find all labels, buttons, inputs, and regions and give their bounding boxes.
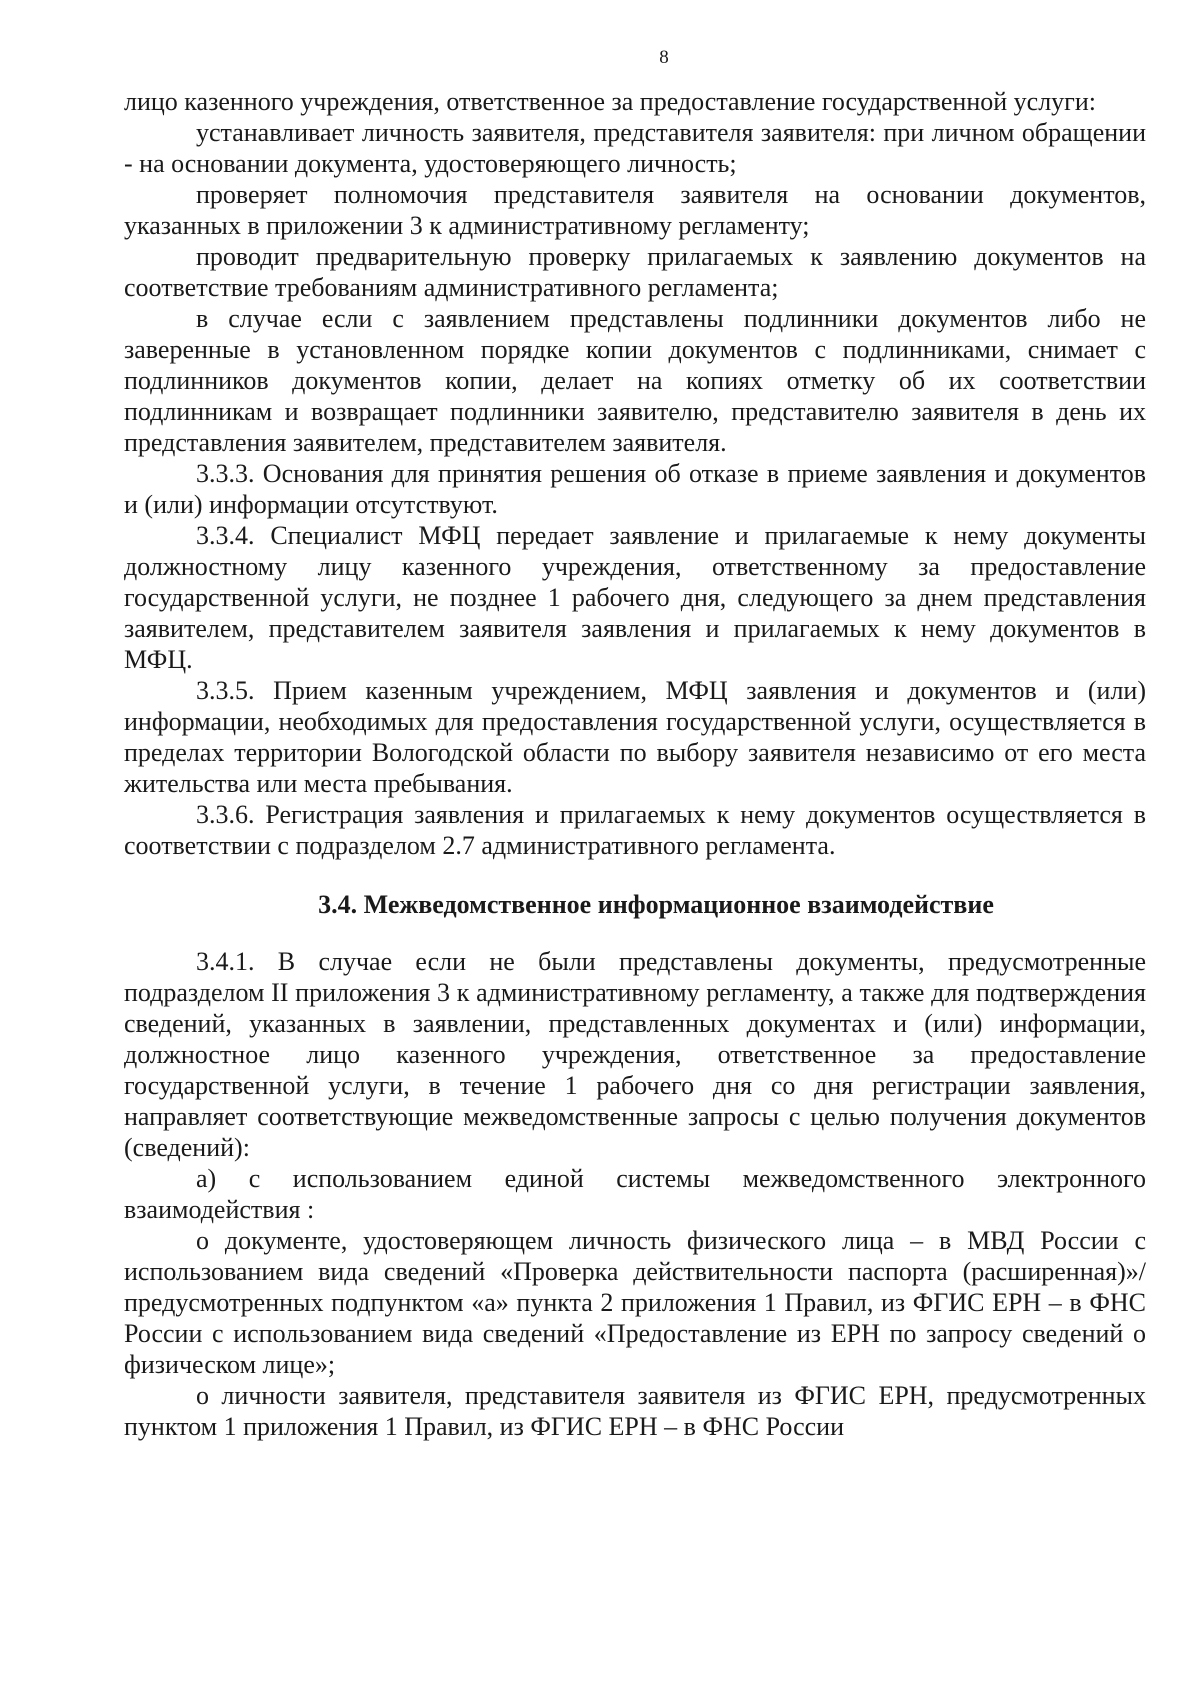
- paragraph-applicant-identity: о личности заявителя, представителя заявителя из ФГИС ЕРН, предусмотренных пунктом 1 приложения 1 Правил, из ФГИС ЕРН – в ФНС России: [124, 1381, 1146, 1441]
- page-number: 8: [659, 47, 669, 68]
- paragraph-identity-check: устанавливает личность заявителя, представителя заявителя: при личном обращении - на основании документа, удостоверяющего личность;: [124, 118, 1146, 178]
- paragraph-responsible-person: лицо казенного учреждения, ответственное за предоставление государственной услуги:: [124, 87, 1096, 116]
- paragraph-identity-document: о документе, удостоверяющем личность физического лица – в МВД России с использованием вида сведений «Проверка действительности паспорта (расширенная)»/предусмотренных подпунктом «а» пункта 2 приложения 1 Правил, из ФГИС ЕРН – в ФНС России с использованием вида сведений «Предоставление из ЕРН по запросу сведений о физическом лице»;: [124, 1226, 1146, 1379]
- paragraph-3-3-5: 3.3.5. Прием казенным учреждением, МФЦ заявления и документов и (или) информации, необходимых для предоставления государственной услуги, осуществляется в пределах территории Вологодской области по выбору заявителя независимо от его места жительства или места пребывания.: [124, 676, 1146, 798]
- paragraph-3-3-3: 3.3.3. Основания для принятия решения об отказе в приеме заявления и документов и (или) информации отсутствуют.: [124, 459, 1146, 519]
- body-text-bottom: [124, 946, 1146, 1442]
- paragraph-preliminary-check: проводит предварительную проверку прилагаемых к заявлению документов на соответствие требованиям административного регламента;: [124, 242, 1146, 302]
- section-heading: 3.4. Межведомственное информационное взаимодействие: [318, 890, 994, 919]
- body-text-top: [124, 86, 1146, 861]
- paragraph-3-3-6: 3.3.6. Регистрация заявления и прилагаемых к нему документов осуществляется в соответствии с подразделом 2.7 административного регламента.: [124, 800, 1146, 860]
- paragraph-3-3-4: 3.3.4. Специалист МФЦ передает заявление и прилагаемые к нему документы должностному лицу казенного учреждения, ответственному за предоставление государственной услуги, не позднее 1 рабочего дня, следующего за днем представления заявителем, представителем заявителя заявления и прилагаемых к нему документов в МФЦ.: [124, 521, 1146, 674]
- paragraph-authority-check: проверяет полномочия представителя заявителя на основании документов, указанных в приложении 3 к административному регламенту;: [124, 180, 1146, 240]
- paragraph-item-a: а) с использованием единой системы межведомственного электронного взаимодействия :: [124, 1164, 1146, 1224]
- paragraph-3-4-1: 3.4.1. В случае если не были представлены документы, предусмотренные подразделом II приложения 3 к административному регламенту, а также для подтверждения сведений, указанных в заявлении, представленных документах и (или) информации, должностное лицо казенного учреждения, ответственное за предоставление государственной услуги, в течение 1 рабочего дня со дня регистрации заявления, направляет соответствующие межведомственные запросы с целью получения документов (сведений):: [124, 947, 1146, 1162]
- paragraph-originals-copies: в случае если с заявлением представлены подлинники документов либо не заверенные в установленном порядке копии документов с подлинниками, снимает с подлинников документов копии, делает на копиях отметку об их соответствии подлинникам и возвращает подлинники заявителю, представителю заявителя в день их представления заявителем, представителем заявителя.: [124, 304, 1146, 457]
